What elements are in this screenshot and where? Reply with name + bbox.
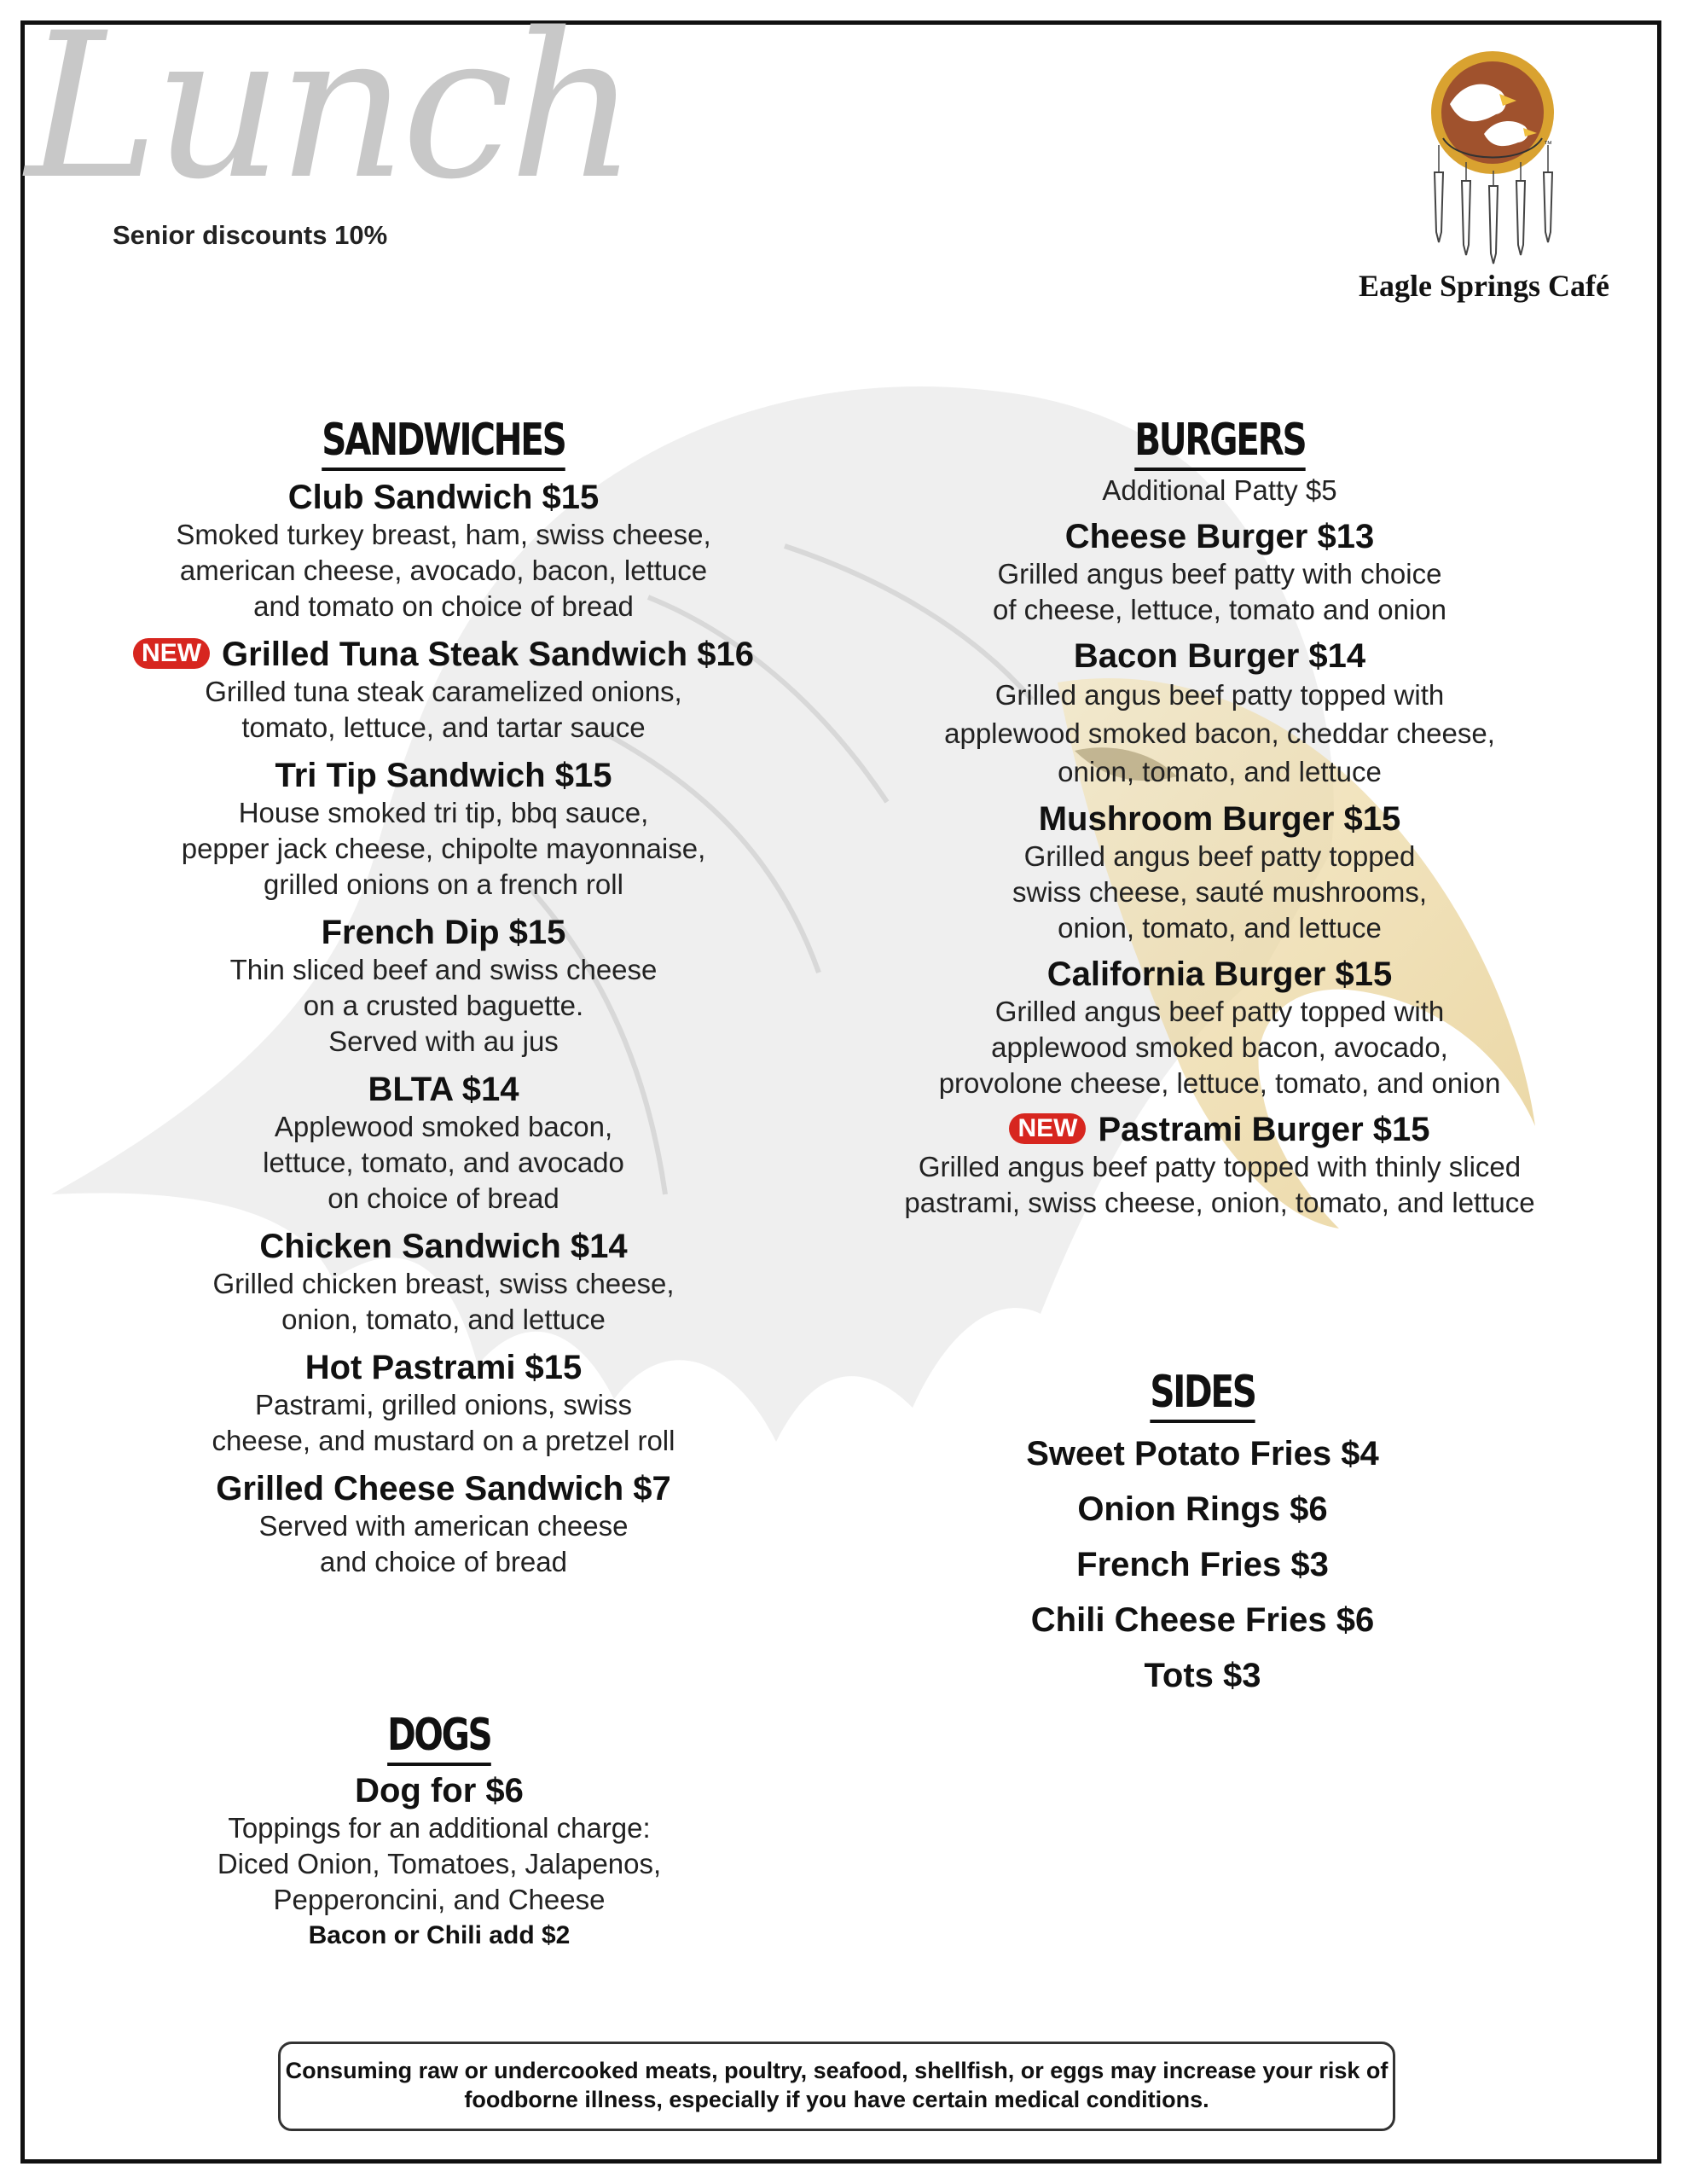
side-item: French Fries $3 xyxy=(1076,1546,1329,1583)
dogs-addon-note: Bacon or Chili add $2 xyxy=(308,1921,571,1949)
eagle-springs-logo xyxy=(1424,44,1578,275)
menu-item xyxy=(34,756,853,903)
item-description: Smoked turkey breast, ham, swiss cheese, american cheese, avocado, bacon, lettuce and tomato on choice of bread xyxy=(176,519,711,622)
item-name: Tri Tip Sandwich $15 xyxy=(275,757,612,794)
side-item: Tots $3 xyxy=(1144,1657,1261,1694)
item-name: Hot Pastrami $15 xyxy=(304,1349,583,1386)
item-name: Dog for $6 xyxy=(355,1772,524,1809)
item-description: Thin sliced beef and swiss cheese on a crusted baguette. Served with au jus xyxy=(229,954,658,1057)
menu-item xyxy=(844,955,1595,1101)
side-item: Chili Cheese Fries $6 xyxy=(1030,1601,1375,1639)
item-name: Cheese Burger $13 xyxy=(1064,518,1375,555)
item-description: Grilled tuna steak caramelized onions, tomato, lettuce, and tartar sauce xyxy=(205,676,682,743)
item-description: Applewood smoked bacon, lettuce, tomato, and avocado on choice of bread xyxy=(263,1111,624,1214)
section-title: DOGS xyxy=(387,1710,490,1766)
item-name: Mushroom Burger $15 xyxy=(1038,800,1401,838)
item-description: Grilled angus beef patty topped with applewood smoked bacon, avocado, provolone cheese, lettuce, tomato, and onion xyxy=(938,996,1501,1099)
svg-text:™: ™ xyxy=(1544,140,1552,149)
burgers-section xyxy=(844,415,1595,1221)
item-name: BLTA $14 xyxy=(368,1071,519,1108)
menu-item xyxy=(34,1469,853,1580)
new-badge: NEW xyxy=(133,638,210,669)
dogs-section xyxy=(119,1710,759,1954)
section-title: SIDES xyxy=(1150,1367,1255,1423)
menu-item xyxy=(34,1348,853,1459)
item-description: Grilled angus beef patty topped with applewood smoked bacon, cheddar cheese, onion, tomato, and lettuce xyxy=(944,679,1495,787)
page-title: Lunch xyxy=(26,0,633,224)
side-item: Sweet Potato Fries $4 xyxy=(1026,1435,1379,1472)
menu-item xyxy=(844,1110,1595,1221)
item-description: Grilled angus beef patty topped with thinly sliced pastrami, swiss cheese, onion, tomato, and lettuce xyxy=(904,1151,1535,1218)
senior-discount-note: Senior discounts 10% xyxy=(113,220,388,250)
food-safety-notice: Consuming raw or undercooked meats, poultry, seafood, shellfish, or eggs may increase your risk of foodborne illness, especially if you have certain medical conditions. xyxy=(278,2042,1395,2131)
menu-item xyxy=(34,635,853,746)
menu-item xyxy=(844,799,1595,946)
menu-item xyxy=(34,1227,853,1338)
new-badge: NEW xyxy=(1009,1113,1086,1144)
item-name: Bacon Burger $14 xyxy=(1073,637,1366,675)
item-name: California Burger $15 xyxy=(1046,956,1393,993)
item-description: Grilled angus beef patty topped swiss cheese, sauté mushrooms, onion, tomato, and lettuce xyxy=(1012,840,1428,944)
menu-item xyxy=(34,478,853,624)
item-description: Toppings for an additional charge: Diced Onion, Tomatoes, Jalapenos, Pepperoncini, and Cheese xyxy=(217,1812,662,1915)
item-name-row xyxy=(844,1110,1595,1149)
item-description: Grilled chicken breast, swiss cheese, onion, tomato, and lettuce xyxy=(212,1268,675,1335)
item-name: Grilled Tuna Steak Sandwich $16 xyxy=(222,636,754,673)
section-title: BURGERS xyxy=(1134,415,1305,471)
menu-item xyxy=(844,636,1595,791)
item-name: Grilled Cheese Sandwich $7 xyxy=(216,1470,671,1507)
item-name-row xyxy=(34,635,853,674)
item-name: Chicken Sandwich $14 xyxy=(259,1228,628,1265)
cafe-name: Eagle Springs Café xyxy=(1358,269,1609,303)
menu-item xyxy=(34,1070,853,1217)
item-name: Club Sandwich $15 xyxy=(287,479,600,516)
item-description: Served with american cheese and choice of bread xyxy=(258,1510,629,1577)
sides-section xyxy=(861,1367,1544,1704)
menu-item xyxy=(34,913,853,1060)
additional-patty-note: Additional Patty $5 xyxy=(1102,474,1337,506)
item-description: House smoked tri tip, bbq sauce, pepper jack cheese, chipolte mayonnaise, grilled onions on a french roll xyxy=(181,797,706,900)
side-item: Onion Rings $6 xyxy=(1077,1490,1328,1528)
section-title: SANDWICHES xyxy=(322,415,565,471)
menu-item xyxy=(844,517,1595,628)
item-description: Grilled angus beef patty with choice of cheese, lettuce, tomato and onion xyxy=(992,558,1447,625)
item-name: French Dip $15 xyxy=(321,914,566,951)
item-name: Pastrami Burger $15 xyxy=(1098,1111,1430,1148)
sandwiches-section xyxy=(34,415,853,1580)
item-description: Pastrami, grilled onions, swiss cheese, and mustard on a pretzel roll xyxy=(212,1389,675,1456)
